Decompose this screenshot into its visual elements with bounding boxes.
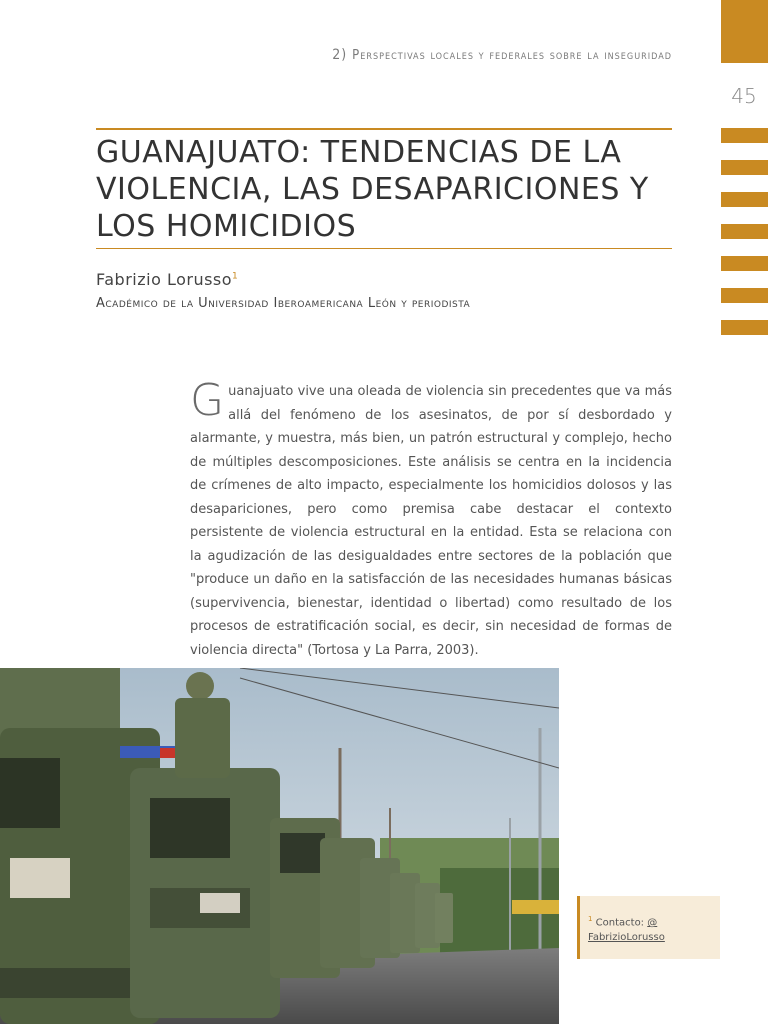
section-title: Perspectivas locales y federales sobre la inseguridad	[352, 48, 672, 63]
footnote-box	[577, 896, 720, 959]
body-paragraph: uanajuato vive una oleada de violencia sin precedentes que va más allá del fenómeno de los asesinatos, de por sí desbordado y alarmante, y muestra, más bien, un patrón estructural y complejo, hecho de múltiples descomposiciones. Este análisis se centra en la incidencia de crímenes de alto impacto, especialmente los homicidios dolosos y las desapariciones, pero como premisa cabe destacar el contexto persistente de violencia estructural en la entidad. Esta se relaciona con la agudización de las desigualdades entre sectores de la población que "produce un daño en la satisfacción de las necesidades humanas básicas (supervivencia, bienestar, identidad o libertad) como resultado de los procesos de estratificación social, es decir, sin necesidad de formas de violencia directa" (Tortosa y La Parra, 2003).	[190, 384, 672, 658]
section-header	[332, 47, 672, 63]
drop-cap: G	[190, 375, 225, 426]
stripe	[721, 320, 768, 335]
author-line	[96, 270, 238, 289]
title-rule-top	[96, 128, 672, 130]
footnote-marker: 1	[232, 271, 239, 282]
stripe	[721, 224, 768, 239]
page-number: 45	[731, 84, 757, 108]
stripe	[721, 128, 768, 143]
footnote-number: 1	[588, 915, 593, 923]
author-affiliation: Académico de la Universidad Iberoamericana León y periodista	[96, 296, 471, 311]
stripe	[721, 192, 768, 207]
article-body	[190, 375, 672, 662]
stripe	[721, 256, 768, 271]
title-rule-bottom	[96, 248, 672, 249]
stripe	[721, 288, 768, 303]
article-title: GUANAJUATO: TENDENCIAS DE LA VIOLENCIA, LAS DESAPARICIONES Y LOS HOMICIDIOS	[96, 135, 649, 244]
footnote-label: Contacto:	[595, 917, 645, 929]
section-number: 2)	[332, 47, 348, 63]
decorative-stripes	[721, 128, 768, 352]
twitter-handle-link[interactable]: @ FabrizioLorusso	[588, 917, 665, 944]
corner-accent-block	[721, 0, 768, 63]
author-name: Fabrizio Lorusso	[96, 270, 233, 289]
stripe	[721, 160, 768, 175]
photo-illustration	[0, 668, 559, 1024]
military-convoy-photo	[0, 668, 559, 1024]
